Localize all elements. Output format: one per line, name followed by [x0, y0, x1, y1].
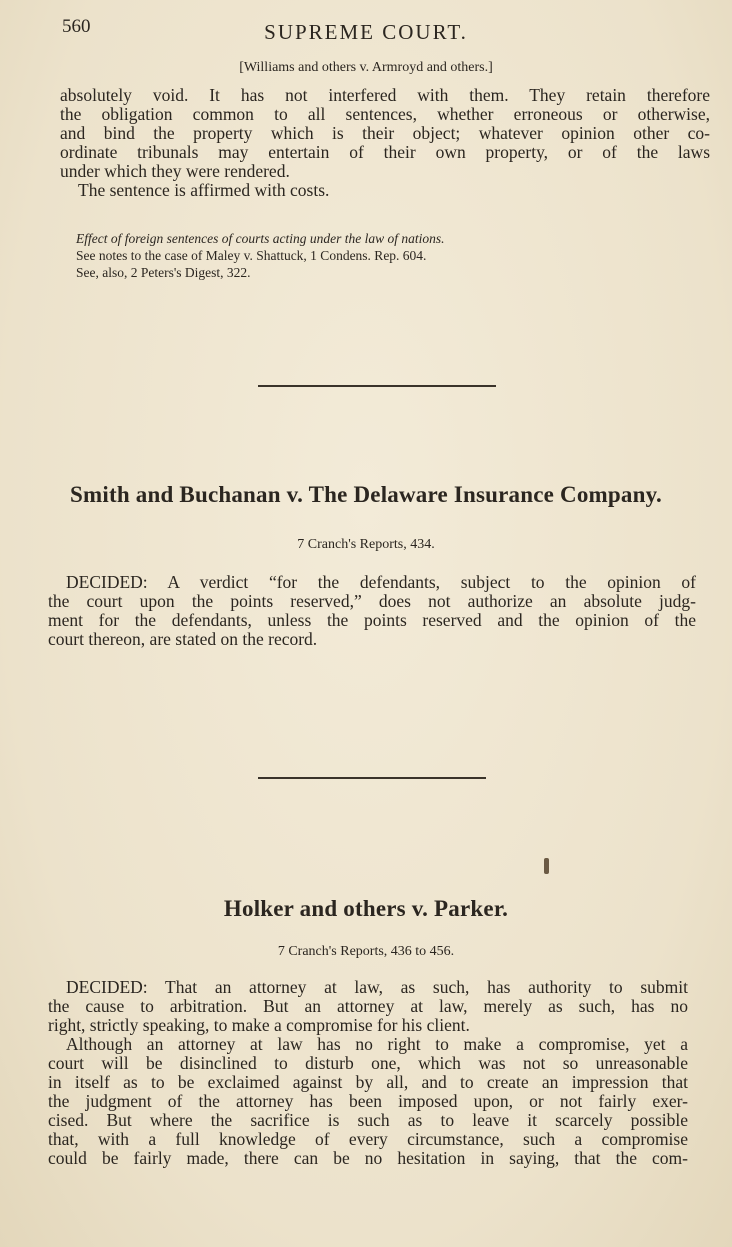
note-line: See notes to the case of Maley v. Shattuck, 1 Condens. Rep. 604. — [76, 248, 427, 263]
text-line: the judgment of the attorney has been imposed upon, or not fairly exer- — [48, 1091, 688, 1111]
text-line: DECIDED: A verdict “for the defendants, subject to the opinion of — [66, 572, 696, 592]
case-summary — [48, 573, 696, 649]
judgment-affirmed: The sentence is affirmed with costs. — [78, 180, 330, 200]
page-number: 560 — [62, 16, 91, 37]
text-line: could be fairly made, there can be no hesitation in saying, that the com- — [48, 1148, 688, 1168]
annotation-notes — [76, 230, 676, 281]
case-citation: 7 Cranch's Reports, 436 to 456. — [277, 944, 455, 959]
section-divider — [258, 777, 486, 779]
case-title: Holker and others v. Parker. — [223, 896, 509, 921]
note-line: See, also, 2 Peters's Digest, 322. — [76, 265, 251, 280]
text-line: that, with a full knowledge of every circumstance, such a compromise — [48, 1129, 688, 1149]
section-divider — [258, 385, 496, 387]
text-line: the obligation common to all sentences, whether erroneous or otherwise, — [60, 104, 710, 124]
text-line: DECIDED: That an attorney at law, as such, has authority to submit — [66, 977, 688, 997]
note-line: Effect of foreign sentences of courts acting under the law of nations. — [76, 231, 445, 246]
text-line: absolutely void. It has not interfered with them. They retain therefore — [60, 85, 710, 105]
text-line: the court upon the points reserved,” does not authorize an absolute judg- — [48, 591, 696, 611]
continued-opinion — [60, 86, 710, 200]
text-line: in itself as to be exclaimed against by all, and to create an impression that — [48, 1072, 688, 1092]
text-line: under which they were rendered. — [60, 161, 290, 181]
case-summary — [48, 978, 688, 1168]
case-reference: [Williams and others v. Armroyd and others.] — [239, 60, 493, 75]
text-line: court thereon, are stated on the record. — [48, 629, 318, 649]
case-title: Smith and Buchanan v. The Delaware Insurance Company. — [70, 482, 662, 507]
text-line: cised. But where the sacrifice is such as to leave it scarcely possible — [48, 1110, 688, 1130]
text-line: court will be disinclined to disturb one, which was not so unreasonable — [48, 1053, 688, 1073]
text-line: and bind the property which is their object; whatever opinion other co- — [60, 123, 710, 143]
text-line: Although an attorney at law has no right to make a compromise, yet a — [66, 1034, 688, 1054]
running-head: SUPREME COURT. — [264, 20, 468, 44]
text-line: ment for the defendants, unless the points reserved and the opinion of the — [48, 610, 696, 630]
text-line: the cause to arbitration. But an attorney at law, merely as such, has no — [48, 996, 688, 1016]
case-citation: 7 Cranch's Reports, 434. — [297, 537, 435, 552]
text-line: ordinate tribunals may entertain of their own property, or of the laws — [60, 142, 710, 162]
ink-mark — [544, 858, 549, 874]
text-line: right, strictly speaking, to make a compromise for his client. — [48, 1015, 470, 1035]
